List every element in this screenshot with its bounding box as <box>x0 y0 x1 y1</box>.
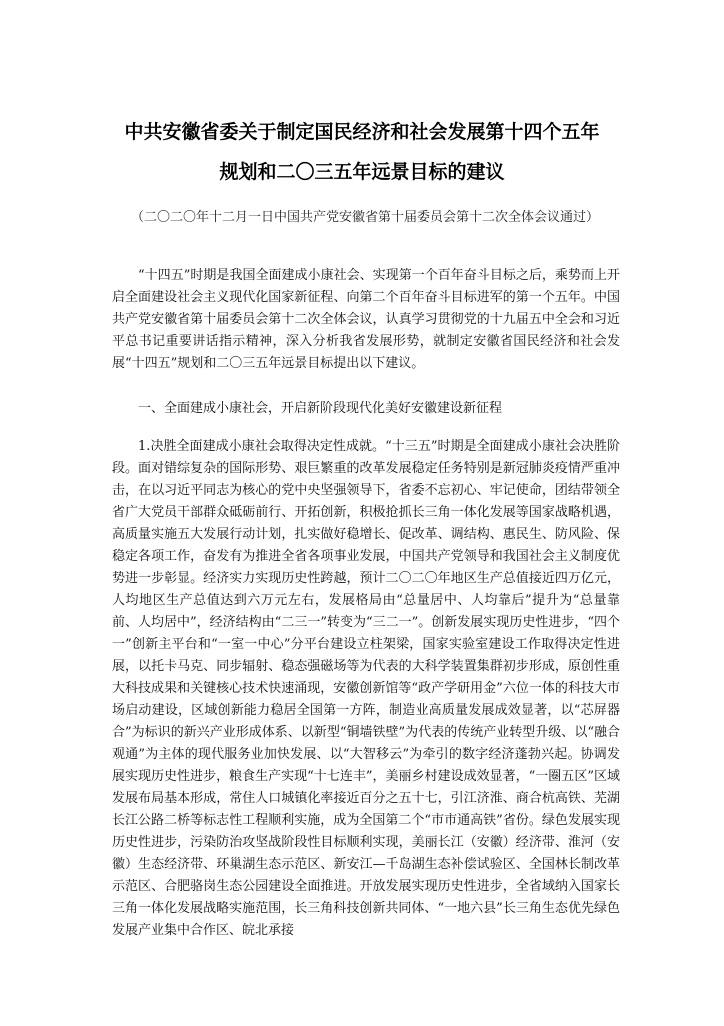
body-paragraph-1: 1.决胜全面建成小康社会取得决定性成就。“十三五”时期是全面建成小康社会决胜阶段。面对错综复杂的国际形势、艰巨繁重的改革发展稳定任务特别是新冠肺炎疫情严重冲击，在以习近平同志为核心的党中央坚强领导下，省委不忘初心、牢记使命，团结带领全省广大党员干部群众砥砺前行、开拓创新，积极抢抓长三角一体化发展等国家战略机遇，高质量实施五大发展行动计划，扎实做好稳增长、促改革、调结构、惠民生、防风险、保稳定各项工作，奋发有为推进全省各项事业发展，中国共产党领导和我国社会主义制度优势进一步彰显。经济实力实现历史性跨越，预计二〇二〇年地区生产总值接近四万亿元，人均地区生产总值达到六万元左右，发展格局由“总量居中、人均靠后”提升为“总量靠前、人均居中”，经济结构由“二三一”转变为“三二一”。创新发展实现历史性进步，“四个一”创新主平台和“一室一中心”分平台建设立柱架梁，国家实验室建设工作取得决定性进展，以托卡马克、同步辐射、稳态强磁场等为代表的大科学装置集群初步形成，原创性重大科技成果和关键核心技术快速涌现，安徽创新馆等“政产学研用金”六位一体的科技大市场启动建设，区域创新能力稳居全国第一方阵，制造业高质量发展成效显著，以“芯屏器合”为标识的新兴产业形成体系、以新型“铜墙铁壁”为代表的传统产业转型升级、以“融合观通”为主体的现代服务业加快发展、以“大智移云”为牵引的数字经济蓬勃兴起。协调发展实现历史性进步，粮食生产实现“十七连丰”，美丽乡村建设成效显著，“一圈五区”区域发展布局基本形成，常住人口城镇化率接近百分之五十七，引江济淮、商合杭高铁、芜湖长江公路二桥等标志性工程顺利实施，成为全国第二个“市市通高铁”省份。绿色发展实现历史性进步，污染防治攻坚战阶段性目标顺利实现，美丽长江（安徽）经济带、淮河（安徽）生态经济带、环巢湖生态示范区、新安江—千岛湖生态补偿试验区、全国林长制改革示范区、合肥骆岗生态公园建设全面推进。开放发展实现历史性进步，全省域纳入国家长三角一体化发展战略实施范围，长三角科技创新共同体、“一地六县”长三角生态优先绿色发展产业集中合作区、皖北承接 <box>112 439 620 938</box>
document-title-line-2: 规划和二〇三五年远景目标的建议 <box>219 161 505 183</box>
intro-paragraph: “十四五”时期是我国全面建成小康社会、实现第一个百年奋斗目标之后，乘势而上开启全面建设社会主义现代化国家新征程、向第二个百年奋斗目标进军的第一个五年。中国共产党安徽省第十届委员会第十二次全体会议，认真学习贯彻党的十九届五中全会和习近平总书记重要讲话指示精神，深入分析我省发展形势，就制定安徽省国民经济和社会发展“十四五”规划和二〇三五年远景目标提出以下建议。 <box>112 268 620 371</box>
document-subtitle: （二〇二〇年十二月一日中国共产党安徽省第十届委员会第十二次全体会议通过） <box>130 210 599 225</box>
section-heading: 一、全面建成小康社会，开启新阶段现代化美好安徽建设新征程 <box>138 401 503 416</box>
document-title-line-1: 中共安徽省委关于制定国民经济和社会发展第十四个五年 <box>124 121 600 143</box>
